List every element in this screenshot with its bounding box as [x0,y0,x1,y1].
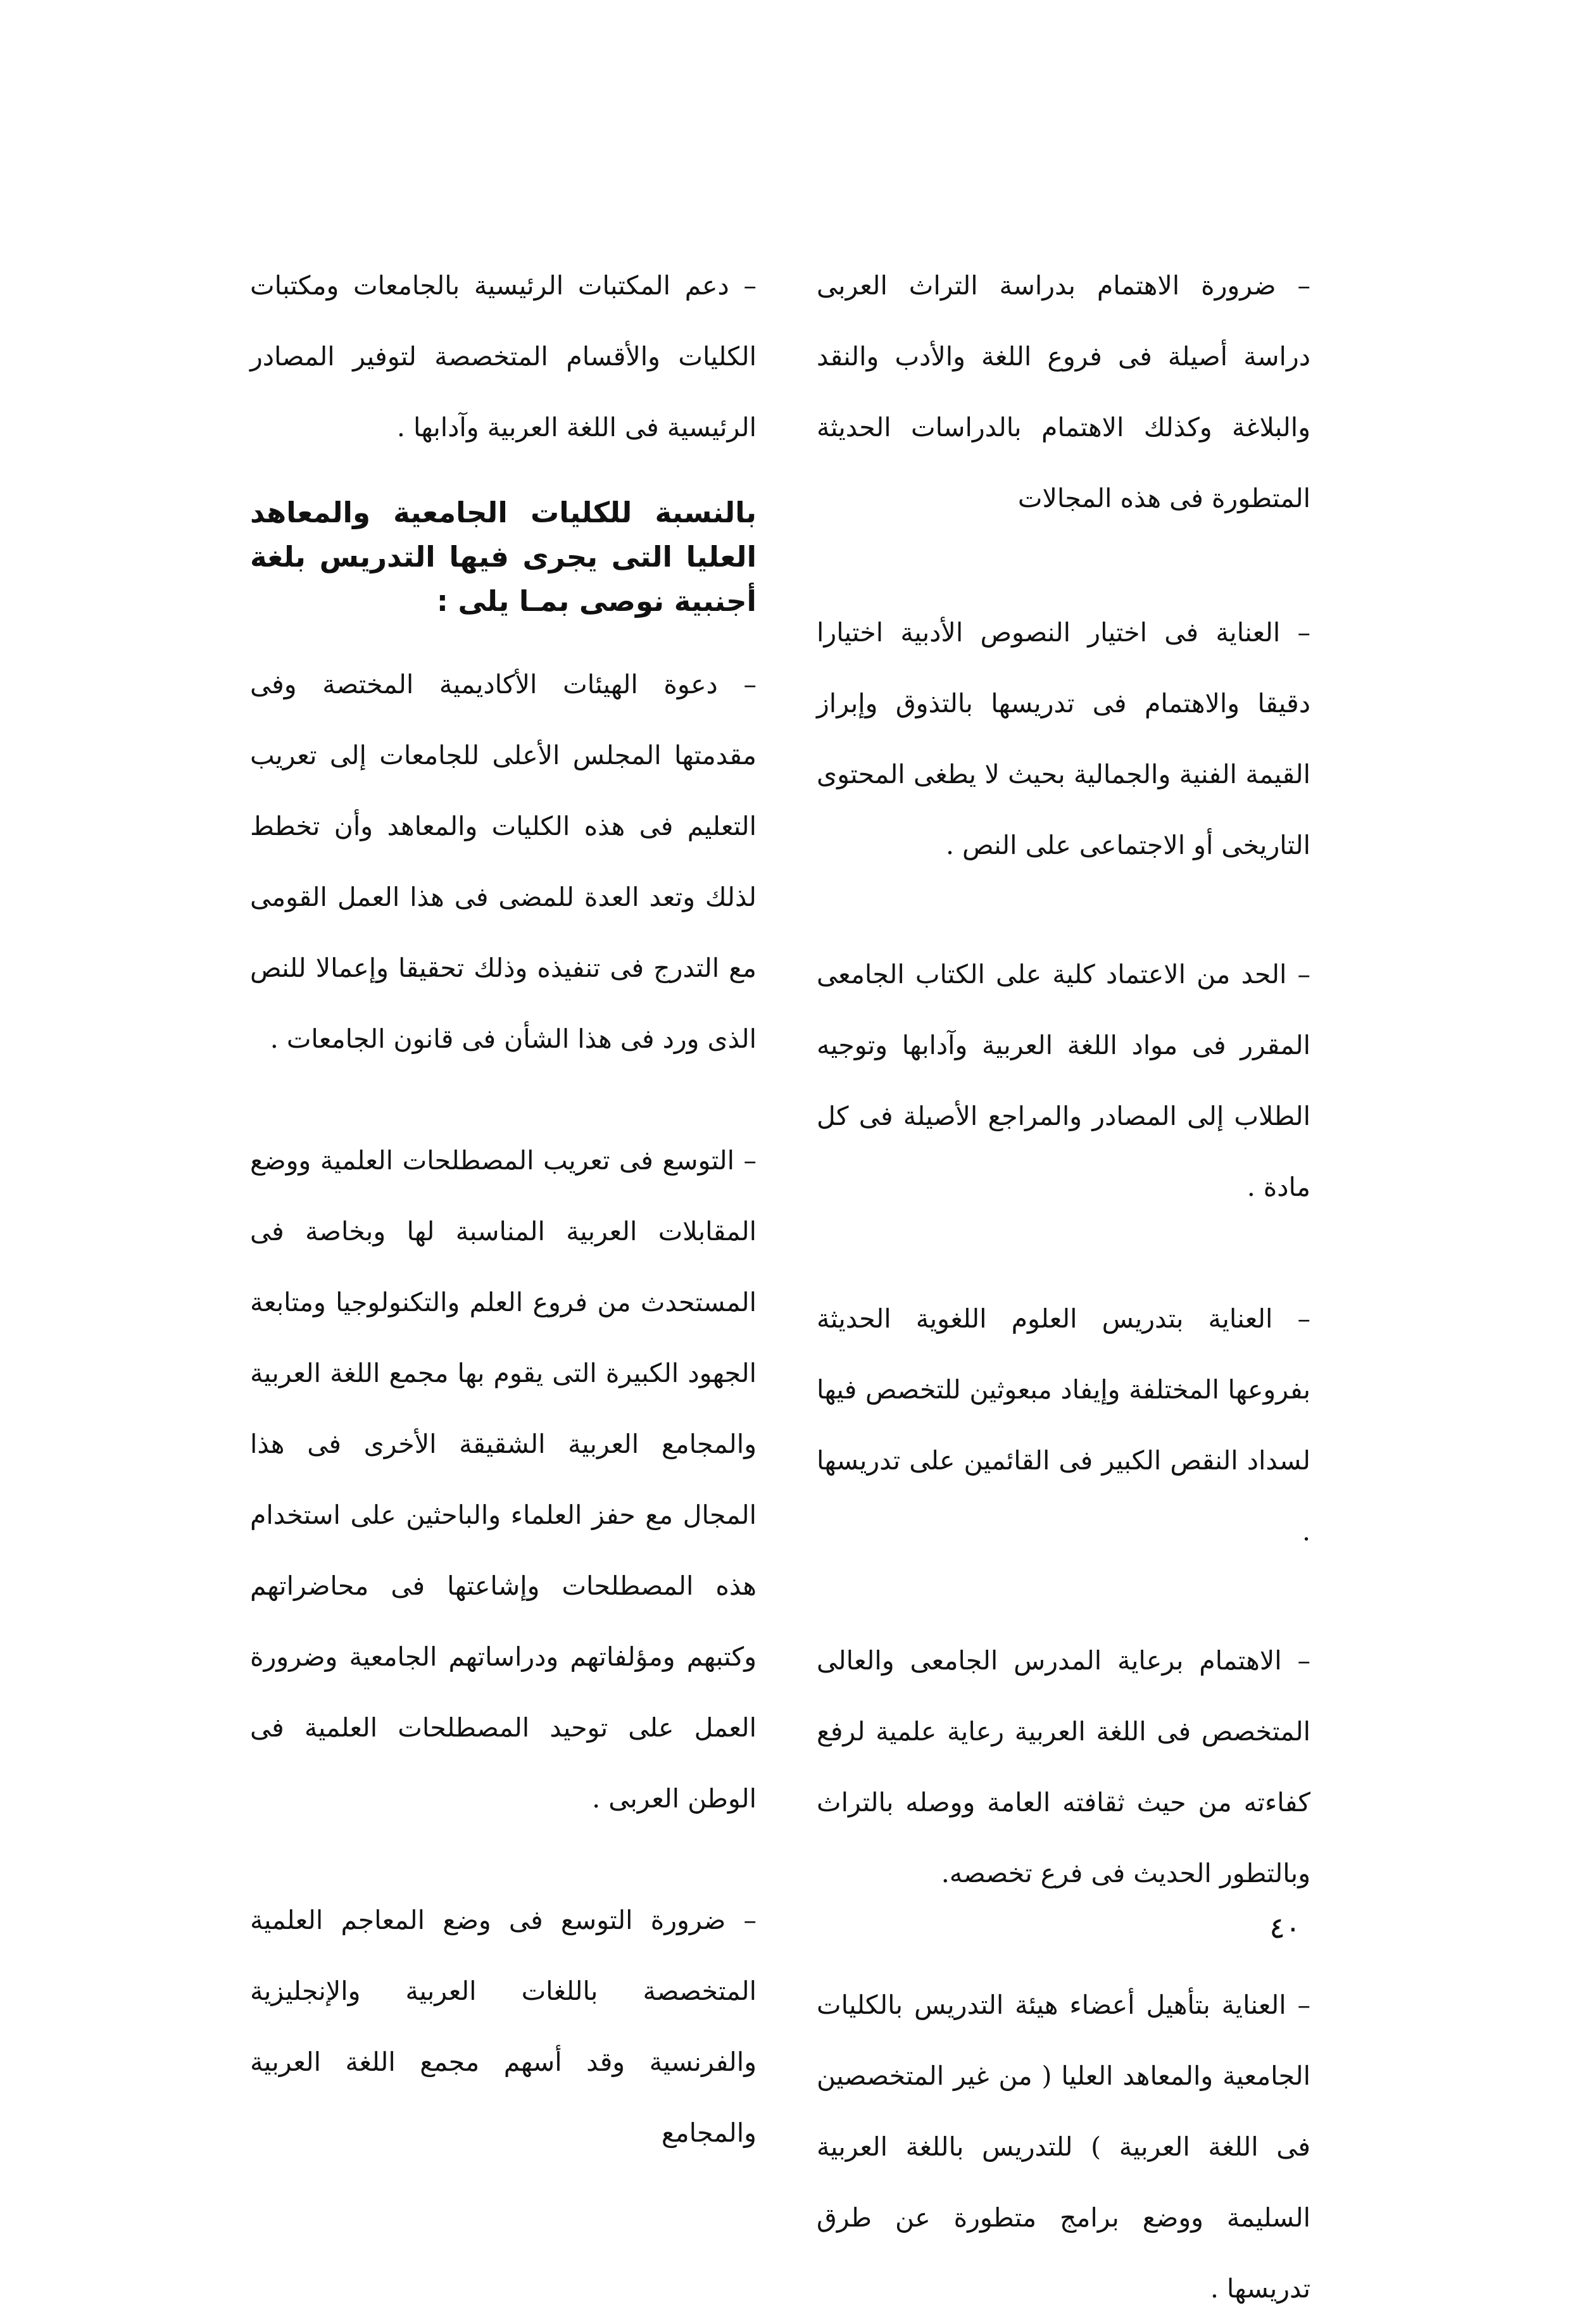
right-paragraph-2: – العناية فى اختيار النصوص الأدبية اختيارا دقيقا والاهتمام فى تدريسها بالتذوق وإبراز القيمة الفنية والجمالية بحيث لا يطغى المحتوى التاريخى أو الاجتماعى على النص . [817,617,1310,860]
right-paragraph-3: – الحد من الاعتماد كلية على الكتاب الجامعى المقرر فى مواد اللغة العربية وآدابها وتوجيه الطلاب إلى المصادر والمراجع الأصيلة فى كل مادة . [817,959,1310,1202]
right-column [817,250,1310,2324]
left-paragraph-1: – دعوة الهيئات الأكاديمية المختصة وفى مقدمتها المجلس الأعلى للجامعات إلى تعريب التعليم فى هذه الكليات والمعاهد وأن تخطط لذلك وتعد العدة للمضى فى هذا العمل القومى مع التدرج فى تنفيذه وذلك تحقيقا وإعمالا للنص الذى ورد فى هذا الشأن فى قانون الجامعات . [250,669,757,1054]
left-intro-paragraph: – دعم المكتبات الرئيسية بالجامعات ومكتبات الكليات والأقسام المتخصصة لتوفير المصادر الرئيسية فى اللغة العربية وآدابها . [250,270,757,443]
left-paragraph-3: – ضرورة التوسع فى وضع المعاجم العلمية المتخصصة باللغات العربية والإنجليزية والفرنسية وقد أسهم مجمع اللغة العربية والمجامع [250,1905,757,2148]
right-paragraph-5: – الاهتمام برعاية المدرس الجامعى والعالى المتخصص فى اللغة العربية رعاية علمية لرفع كفاءته من حيث ثقافته العامة ووصله بالتراث وبالتطور الحديث فى فرع تخصصه. [817,1645,1310,1888]
section-heading: بالنسبة للكليات الجامعية والمعاهد العليا التى يجرى فيها التدريس بلغة أجنبية نوصى بمـا يلى : [250,496,757,618]
left-column [250,250,757,2168]
right-paragraph-6: – العناية بتأهيل أعضاء هيئة التدريس بالكليات الجامعية والمعاهد العليا ( من غير المتخصصين فى اللغة العربية ) للتدريس باللغة العربية السليمة ووضع برامج متطورة عن طرق تدريسها . [817,1990,1310,2304]
left-paragraph-2: – التوسع فى تعريب المصطلحات العلمية ووضع المقابلات العربية المناسبة لها وبخاصة فى المستحدث من فروع العلم والتكنولوجيا ومتابعة الجهود الكبيرة التى يقوم بها مجمع اللغة العربية والمجامع العربية الشقيقة الأخرى فى هذا المجال مع حفز العلماء والباحثين على استخدام هذه المصطلحات وإشاعتها فى محاضراتهم وكتبهم ومؤلفاتهم ودراساتهم الجامعية وضرورة العمل على توحيد المصطلحات العلمية فى الوطن العربى . [250,1145,757,1814]
right-paragraph-1: – ضرورة الاهتمام بدراسة التراث العربى دراسة أصيلة فى فروع اللغة والأدب والنقد والبلاغة وكذلك الاهتمام بالدراسات الحديثة المتطورة فى هذه المجالات [817,270,1310,513]
page-number: ٤٠ [1269,1911,1301,1945]
right-paragraph-4: – العناية بتدريس العلوم اللغوية الحديثة بفروعها المختلفة وإيفاد مبعوثين للتخصص فيها لسداد النقص الكبير فى القائمين على تدريسها . [817,1303,1310,1547]
